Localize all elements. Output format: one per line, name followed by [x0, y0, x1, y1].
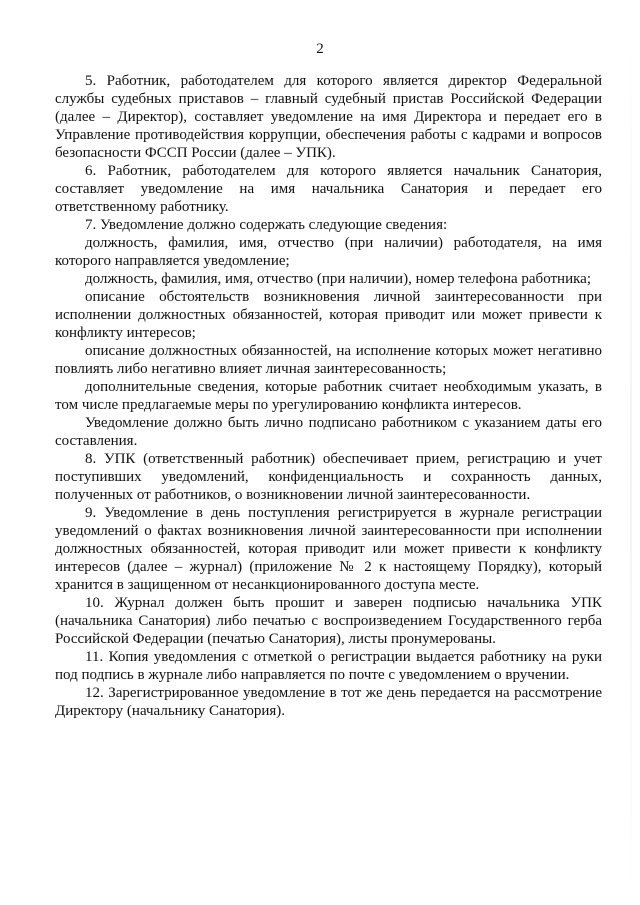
page-number: 2: [316, 41, 324, 57]
paragraph-9: 9. Уведомление в день поступления регистрируется в журнале регистрации уведомлений о фактах возникновения личной заинтересованности при исполнении должностных обязанностей, которая приводит или может привести к конфликту интересов (далее – журнал) (приложение № 2 к настоящему Порядку), который хранится в защищенном от несанкционированного доступа месте.: [55, 505, 602, 593]
paragraph-8: 8. УПК (ответственный работник) обеспечивает прием, регистрацию и учет поступивших уведомлений, конфиденциальность и сохранность данных, полученных от работников, о возникновении личной заинтересованности.: [55, 451, 602, 503]
paragraph-11: 11. Копия уведомления с отметкой о регистрации выдается работнику на руки под подпись в журнале либо направляется по почте с уведомлением о вручении.: [55, 649, 602, 683]
paragraph-7-item-additional: дополнительные сведения, которые работник считает необходимым указать, в том числе предлагаемые меры по урегулированию конфликта интересов.: [55, 379, 602, 413]
paragraph-6: 6. Работник, работодателем для которого является начальник Санатория, составляет уведомление на имя начальника Санатория и передает его ответственному работнику.: [55, 163, 602, 215]
paragraph-7-signature-note: Уведомление должно быть лично подписано работником с указанием даты его составления.: [55, 415, 602, 449]
paragraph-7-item-employer: должность, фамилия, имя, отчество (при наличии) работодателя, на имя которого направляется уведомление;: [55, 235, 602, 269]
paragraph-7-item-circumstances: описание обстоятельств возникновения личной заинтересованности при исполнении должностных обязанностей, которая приводит или может привести к конфликту интересов;: [55, 289, 602, 341]
paragraph-7: 7. Уведомление должно содержать следующие сведения:: [85, 217, 448, 233]
paragraph-12: 12. Зарегистрированное уведомление в тот же день передается на рассмотрение Директору (начальнику Санатория).: [55, 685, 602, 719]
paragraph-5: 5. Работник, работодателем для которого является директор Федеральной службы судебных приставов – главный судебный пристав Российской Федерации (далее – Директор), составляет уведомление на имя Директора и передает его в Управление противодействия коррупции, обеспечения работы с кадрами и вопросов безопасности ФССП России (далее – УПК).: [55, 73, 602, 161]
document-body: [55, 72, 602, 720]
paragraph-7-item-duties: описание должностных обязанностей, на исполнение которых может негативно повлиять либо негативно влияет личная заинтересованность;: [55, 343, 602, 377]
paragraph-10: 10. Журнал должен быть прошит и заверен подписью начальника УПК (начальника Санатория) либо печатью с воспроизведением Государственного герба Российской Федерации (печатью Санатория), листы пронумерованы.: [55, 595, 602, 647]
scan-edge-shadow: [630, 40, 632, 900]
paragraph-7-item-employee: должность, фамилия, имя, отчество (при наличии), номер телефона работника;: [85, 271, 591, 287]
